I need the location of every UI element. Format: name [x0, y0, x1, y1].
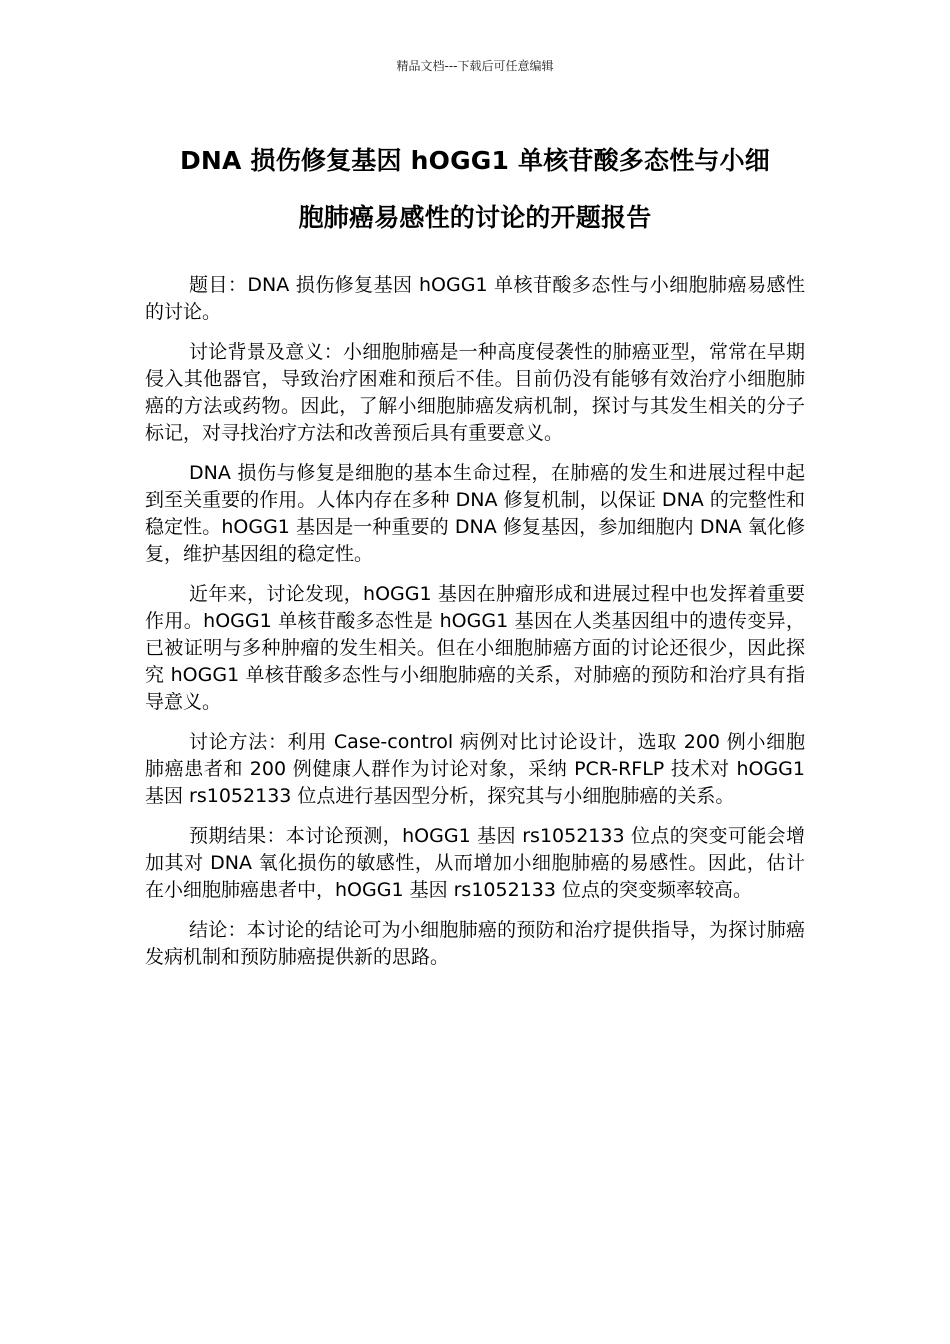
paragraph-background: 讨论背景及意义：小细胞肺癌是一种高度侵袭性的肺癌亚型，常常在早期侵入其他器官，导致治疗困难和预后不佳。目前仍没有能够有效治疗小细胞肺癌的方法或药物。因此，了解小细胞肺癌发病机制，探讨与其发生相关的分子标记，对寻找治疗方法和改善预后具有重要意义。 — [145, 341, 805, 444]
paragraph-recent-research: 近年来，讨论发现，hOGG1 基因在肿瘤形成和进展过程中也发挥着重要作用。hOGG1 单核苷酸多态性是 hOGG1 基因在人类基因组中的遗传变异，已被证明与多种肿瘤的发生相关。但在小细胞肺癌方面的讨论还很少，因此探究 hOGG1 单核苷酸多态性与小细胞肺癌的关系，对肺癌的预防和治疗具有指导意义。 — [145, 583, 805, 713]
paragraph-topic: 题目：DNA 损伤修复基因 hOGG1 单核苷酸多态性与小细胞肺癌易感性的讨论。 — [145, 274, 805, 323]
paragraph-expected-results: 预期结果：本讨论预测，hOGG1 基因 rs1052133 位点的突变可能会增加其对 DNA 氧化损伤的敏感性，从而增加小细胞肺癌的易感性。因此，估计在小细胞肺癌患者中，hOGG1 基因 rs1052133 位点的突变频率较高。 — [145, 825, 805, 901]
document-body — [145, 272, 805, 984]
header-note: 精品文档---下载后可任意编辑 — [396, 59, 554, 73]
title-line-2: 胞肺癌易感性的讨论的开题报告 — [298, 203, 652, 232]
title-line-1: DNA 损伤修复基因 hOGG1 单核苷酸多态性与小细 — [179, 146, 771, 175]
paragraph-conclusion: 结论：本讨论的结论可为小细胞肺癌的预防和治疗提供指导，为探讨肺癌发病机制和预防肺癌提供新的思路。 — [145, 919, 805, 968]
paragraph-methods: 讨论方法：利用 Case-control 病例对比讨论设计，选取 200 例小细胞肺癌患者和 200 例健康人群作为讨论对象，采纳 PCR-RFLP 技术对 hOGG1 基因 rs1052133 位点进行基因型分析，探究其与小细胞肺癌的关系。 — [145, 731, 805, 807]
document-title — [145, 132, 805, 246]
paragraph-dna-repair: DNA 损伤与修复是细胞的基本生命过程，在肺癌的发生和进展过程中起到至关重要的作用。人体内存在多种 DNA 修复机制，以保证 DNA 的完整性和稳定性。hOGG1 基因是一种重要的 DNA 修复基因，参加细胞内 DNA 氧化修复，维护基因组的稳定性。 — [145, 462, 805, 565]
